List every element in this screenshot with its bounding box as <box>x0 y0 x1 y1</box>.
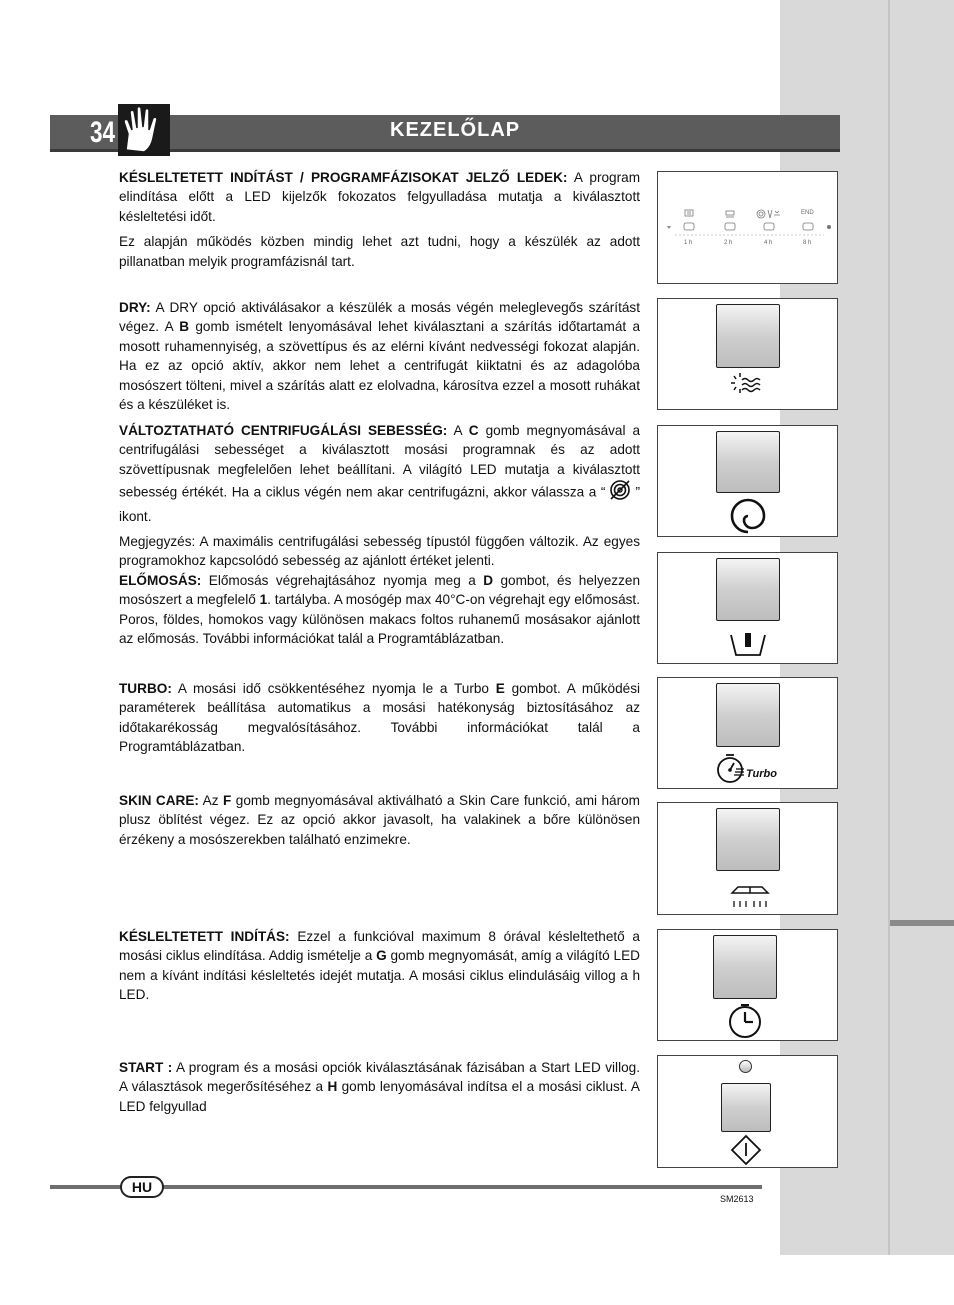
dry-icon <box>728 371 768 405</box>
section-skincare <box>119 791 640 855</box>
delay-button-panel <box>657 929 838 1041</box>
language-badge: HU <box>120 1176 164 1198</box>
button-key: F <box>223 793 232 808</box>
prewash-button[interactable] <box>716 558 780 621</box>
section-heading: SKIN CARE: <box>119 793 199 808</box>
section-dry <box>119 298 640 420</box>
section-delay <box>119 927 640 1011</box>
section-body: A <box>453 423 462 438</box>
section-body: Ezzel a funkcióval maximum 8 órával késleltethető a mosási ciklus elindítása. Addig ismételje a <box>119 929 640 964</box>
section-body: . tartályba. A mosógép max 40°C-on végrehajt egy előmosást. Poros, földes, homokos vagy különösen makacs foltos ruhanemű mosásakor ajánlott az előmosás. További információkat talál a Programtáblázatban. <box>119 592 640 647</box>
section-note: Megjegyzés: A maximális centrifugálási sebesség típustól függően változik. Az egyes programokhoz kapcsolódó sebesség az ajánlott értéket jelenti. <box>119 534 640 569</box>
section-heading: TURBO: <box>119 681 172 696</box>
section-heading: DRY: <box>119 300 151 315</box>
start-button-panel <box>657 1055 838 1168</box>
start-led <box>739 1060 752 1073</box>
section-body: ” ikont. <box>119 484 640 524</box>
no-spin-icon <box>605 479 635 506</box>
section-body: gombot, és helyezzen mosószert a megfelelő <box>119 573 641 608</box>
section-body: A program és a mosási opciók kiválasztásának fázisában a Start LED villog. A választások megerősítéséhez a <box>119 1060 640 1095</box>
section-delayed-leds <box>119 168 640 277</box>
hour-label: 2 h <box>724 240 733 246</box>
section-body: gomb ismételt lenyomásával lehet kiválasztani a szárítás időtartamát a mosott ruhamennyiség, a szövettípus és az elérni kívánt nedvességi fokozat alapján. Ha ez az opció aktív, akkor nem lehet a centrifugát kiiktatni és az adagolóba mosószert tölteni, mivel a szárítás alatt ez elolvadna, károsítva ezzel a mosott ruhákat és a készüléket is. <box>119 319 640 413</box>
section-body: gombot. A működési paraméterek beállítása automatikus a mosási hatékonyság biztosításához az időtakarékosság megvalósításához. További információkat talál a Programtáblázatban. <box>119 681 641 755</box>
button-key: G <box>376 948 387 964</box>
skincare-button-panel <box>657 802 838 915</box>
skin-care-button[interactable] <box>716 808 780 871</box>
hour-label: 8 h <box>803 240 812 246</box>
hour-label: 4 h <box>764 240 773 246</box>
section-body: A DRY opció aktiválásakor a készülék a mosás végén meleglevegős szárítást végez. A <box>119 300 640 335</box>
turbo-button-panel <box>657 677 838 789</box>
section-start <box>119 1058 640 1122</box>
button-key: D <box>483 573 494 588</box>
prewash-icon <box>726 627 770 659</box>
dry-button[interactable] <box>716 304 780 368</box>
section-turbo <box>119 679 640 763</box>
end-label: END <box>801 210 814 216</box>
section-body-2: Ez alapján működés közben mindig lehet azt tudni, hogy a készülék az adott pillanatban melyik programfázisnál tart. <box>119 234 640 269</box>
turbo-label: Turbo <box>746 768 777 780</box>
side-divider <box>888 0 890 1255</box>
skin-care-icon <box>728 879 772 913</box>
hour-label: 1 h <box>684 240 693 246</box>
section-body: Előmosás végrehajtásához nyomja meg a <box>208 573 476 588</box>
prewash-button-panel <box>657 552 838 664</box>
section-body: gomb megnyomásával aktiválható a Skin Care funkció, ami három plusz öblítést végez. Ez az opció akkor javasolt, ha valakinek a bőre különösen érzékeny a mosószerekben található enzimekre. <box>119 793 641 847</box>
dry-button-panel <box>657 298 838 410</box>
section-body: A program elindítása előtt a LED kijelzők fokozatos felgyulladása mutatja a kiválasztott késleltetési időt. <box>119 170 641 224</box>
section-body: gomb megnyomásával a centrifugálási sebességet a kiválasztott mosási programnak és az adott szövettípusnak megfelelően lehet beállítani. A világító LED mutatja a kiválasztott sebesség értékét. Ha a ciklus végén nem akar centrifugázni, akkor válassza a “ <box>119 423 641 500</box>
section-heading: KÉSLELTETETT INDÍTÁS: <box>119 929 290 944</box>
section-body: A mosási idő csökkentéséhez nyomja le a Turbo <box>177 681 489 696</box>
spin-icon <box>728 496 768 536</box>
section-body: Az <box>202 793 219 808</box>
document-code: SM2613 <box>720 1194 754 1204</box>
section-body: gomb lenyomásával indítsa el a mosási ciklust. A LED felgyullad <box>119 1079 640 1114</box>
start-button[interactable] <box>721 1083 771 1132</box>
button-key: H <box>327 1079 338 1095</box>
turbo-button[interactable] <box>716 683 780 747</box>
page-title: KEZELŐLAP <box>390 119 521 141</box>
section-heading: KÉSLELTETETT INDÍTÁST / PROGRAMFÁZISOKAT JELZŐ LEDEK: <box>119 170 568 185</box>
hand-icon <box>118 104 170 156</box>
spin-button-panel <box>657 425 838 537</box>
section-body: gomb megnyomását, amíg a világító LED nem a kívánt indítási késleltetés idejét mutatja. A mosási ciklus elindulásáig villog a h LED. <box>119 948 640 1003</box>
start-icon <box>730 1134 762 1166</box>
clock-icon <box>725 1002 765 1042</box>
section-spin <box>119 421 640 577</box>
button-key: B <box>179 319 190 335</box>
section-heading: ELŐMOSÁS: <box>119 573 202 588</box>
button-key: C <box>468 423 479 438</box>
spin-speed-button[interactable] <box>716 431 780 493</box>
compartment-number: 1 <box>259 592 268 608</box>
delay-start-button[interactable] <box>713 935 777 999</box>
side-tab-marker <box>890 920 954 926</box>
section-heading: START : <box>119 1060 173 1075</box>
button-key: E <box>495 681 505 696</box>
section-prewash <box>119 571 640 655</box>
led-indicator-panel <box>657 171 838 284</box>
section-heading: VÁLTOZTATHATÓ CENTRIFUGÁLÁSI SEBESSÉG: <box>119 423 448 438</box>
page-number: 34 <box>90 116 116 149</box>
